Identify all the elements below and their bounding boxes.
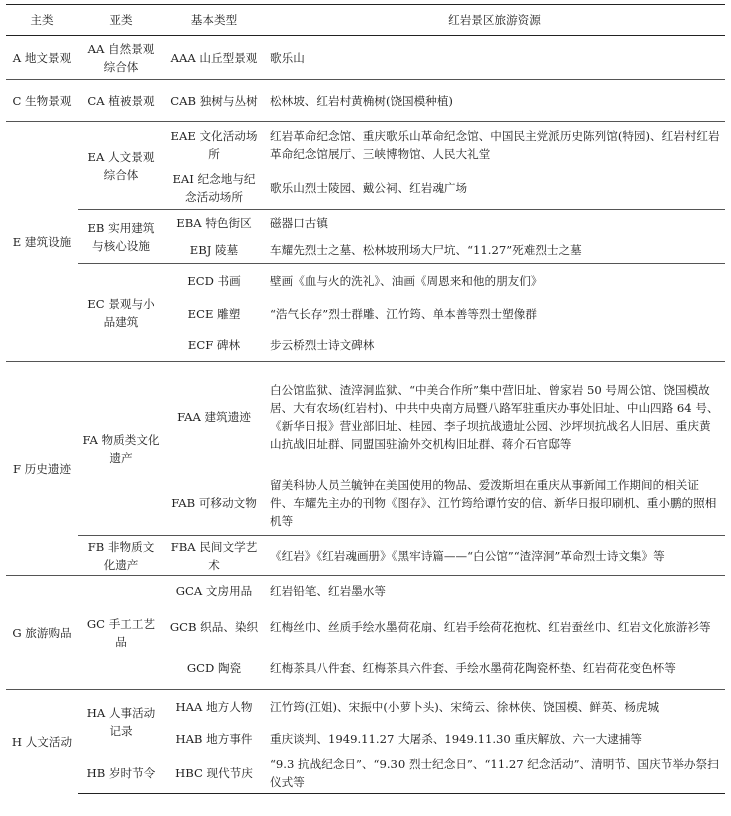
resource-cell: 红梅丝巾、丝质手绘水墨荷花扇、红岩手绘荷花抱枕、红岩蚕丝巾、红岩文化旅游衫等 (270, 619, 711, 634)
table-row (6, 576, 725, 606)
main-class-cell: C 生物景观 (6, 80, 78, 122)
basic-type-cell: FAB 可移动文物 (171, 496, 257, 511)
sub-class-cell: GC 手工工艺品 (78, 576, 164, 690)
resource-cell: 红岩铅笔、红岩墨水等 (264, 576, 725, 606)
table-row (6, 122, 725, 168)
sub-class-cell: FB 非物质文化遗产 (78, 536, 164, 576)
basic-type-cell: EAE 文化活动场所 (164, 122, 264, 168)
table-row (6, 210, 725, 237)
basic-type-cell: HAA 地方人物 (164, 690, 264, 724)
resource-cell: 白公馆监狱、渣滓洞监狱、“中美合作所”集中营旧址、曾家岩 50 号周公馆、饶国模故居、大有农场(红岩村)、中共中央南方局暨八路军驻重庆办事处旧址、中山四路 64 号、《新华日报》营业部旧址、桂园、李子坝抗战遗址公园、沙坪坝抗战名人旧居、重庆黄山抗战旧址群、同盟国驻渝外交机构旧址群、蒋介石官邸等 (264, 362, 725, 472)
basic-type-cell: ECD 书画 (164, 264, 264, 298)
basic-type-cell: EBA 特色街区 (164, 210, 264, 237)
basic-type-cell: AAA 山丘型景观 (170, 50, 258, 65)
main-class-cell: E 建筑设施 (6, 122, 78, 362)
table-row (6, 754, 725, 794)
main-class-cell: G 旅游购品 (6, 576, 78, 690)
basic-type-cell: ECF 碑林 (187, 338, 241, 353)
resource-cell: 壁画《血与火的洗礼》、油画《周恩来和他的朋友们》 (264, 264, 725, 298)
basic-type-cell: EAI 纪念地与纪念活动场所 (172, 172, 256, 205)
table-row (6, 264, 725, 298)
resource-cell: 歌乐山烈士陵园、戴公祠、红岩魂广场 (270, 181, 468, 196)
header-row (6, 5, 725, 36)
basic-type-cell: FBA 民间文学艺术 (164, 536, 264, 576)
resource-cell: 留美科协人员兰毓钟在美国使用的物品、爱泼斯坦在重庆从事新闻工作期间的相关证件、车耀先主办的刊物《图存》、江竹筠给谭竹安的信、新华日报印刷机、重小鹏的照相机等 (270, 478, 717, 529)
header-resources: 红岩景区旅游资源 (264, 5, 725, 36)
sub-class-cell: EC 景观与小品建筑 (78, 264, 164, 362)
resource-cell: 江竹筠(江姐)、宋振中(小萝卜头)、宋绮云、徐林侠、饶国模、鲜英、杨虎城 (264, 690, 725, 724)
table-row (6, 690, 725, 724)
resource-cell: 松林坡、红岩村黄桷树(饶国模种植) (264, 80, 725, 122)
resource-cell: 磁器口古镇 (264, 210, 725, 237)
resource-cell: 歌乐山 (270, 50, 305, 65)
resource-cell: 车耀先烈士之墓、松林坡刑场大尸坑、“11.27”死难烈士之墓 (270, 242, 582, 257)
resource-cell: 重庆谈判、1949.11.27 大屠杀、1949.11.30 重庆解放、六一大逮捕等 (270, 731, 643, 746)
sub-class-cell: HB 岁时节令 (78, 754, 164, 794)
basic-type-cell: CAB 独树与丛树 (164, 80, 264, 122)
basic-type-cell: HAB 地方事件 (175, 731, 253, 746)
sub-class-cell: HA 人事活动记录 (78, 690, 164, 754)
table-row (6, 80, 725, 122)
main-class-cell: F 历史遗迹 (6, 362, 78, 576)
table-row (6, 536, 725, 576)
header-sub-class: 亚类 (78, 5, 164, 36)
table-row (6, 36, 725, 80)
basic-type-cell: ECE 雕塑 (187, 306, 241, 321)
main-class-cell: A 地文景观 (12, 50, 72, 65)
basic-type-cell: GCA 文房用品 (164, 576, 264, 606)
resource-cell: “浩气长存”烈士群雕、江竹筠、单本善等烈士塑像群 (270, 306, 537, 321)
basic-type-cell: FAA 建筑遗迹 (164, 362, 264, 472)
tourism-resource-table (6, 4, 725, 794)
sub-class-cell: AA 自然景观综合体 (87, 41, 155, 74)
sub-class-cell: CA 植被景观 (78, 80, 164, 122)
basic-type-cell: EBJ 陵墓 (189, 242, 239, 257)
main-class-cell: H 人文活动 (6, 690, 78, 794)
header-basic-type: 基本类型 (164, 5, 264, 36)
sub-class-cell: EA 人文景观综合体 (78, 122, 164, 210)
resource-cell: 《红岩》《红岩魂画册》《黑牢诗篇——“白公馆”“渣滓洞”革命烈士诗文集》等 (264, 536, 725, 576)
basic-type-cell: GCB 织品、染织 (169, 619, 259, 634)
resource-cell: “9.3 抗战纪念日”、“9.30 烈士纪念日”、“11.27 纪念活动”、清明节、国庆节举办祭扫仪式等 (264, 754, 725, 794)
table-row (6, 362, 725, 472)
basic-type-cell: GCD 陶瓷 (186, 661, 242, 676)
basic-type-cell: HBC 现代节庆 (164, 754, 264, 794)
header-main-class: 主类 (6, 5, 78, 36)
resource-cell: 红岩革命纪念馆、重庆歌乐山革命纪念馆、中国民主党派历史陈列馆(特园)、红岩村红岩革命纪念馆展厅、三峡博物馆、人民大礼堂 (264, 122, 725, 168)
resource-cell: 红梅茶具八件套、红梅茶具六件套、手绘水墨荷花陶瓷杯垫、红岩荷花变色杯等 (270, 661, 676, 676)
sub-class-cell: EB 实用建筑与核心设施 (78, 210, 164, 264)
resource-cell: 步云桥烈士诗文碑林 (270, 338, 375, 353)
sub-class-cell: FA 物质类文化遗产 (78, 362, 164, 536)
